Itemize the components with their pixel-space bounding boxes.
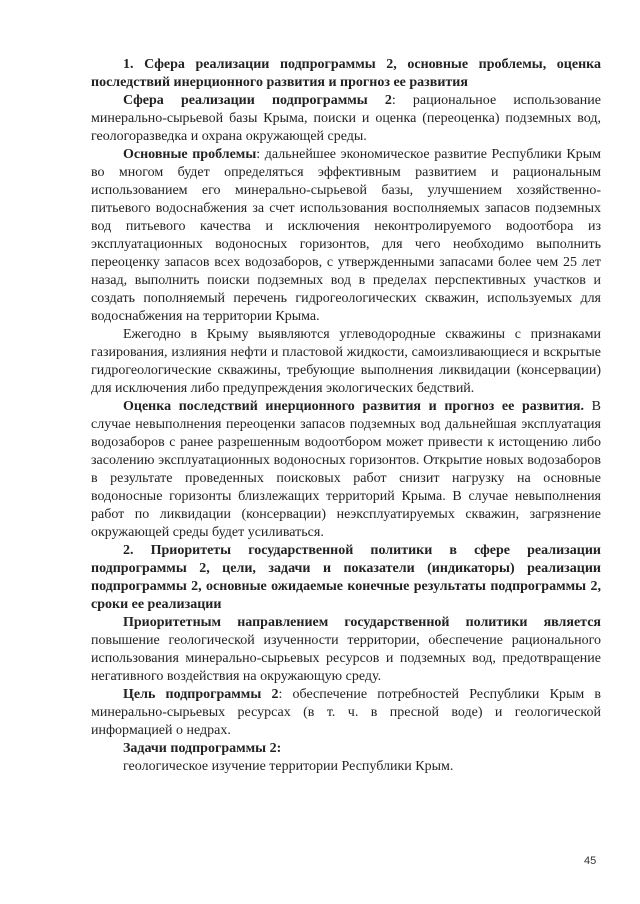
forecast-text: В случае невыполнения переоценки запасов подземных вод дальнейшая эксплуатация водозаборов с ранее разрешенным водоотбором может привести к истощению либо засолению эксплуатационных водоносных горизонтов. Открытие новых водозаборов в результате проведенных поисковых работ снизит нагрузку на основные водоносные горизонты близлежащих территорий Крыма. В случае невыполнения работ по ликвидации (консервации) неэксплуатируемых скважин, загрязнение окружающей среды будет усиливаться. (91, 399, 601, 540)
problems-text: : дальнейшее экономическое развитие Республики Крым во многом будет определяться эффективным развитием и рациональным использованием его минерально-сырьевой базы, улучшением хозяйственно-питьевого водоснабжения за счет использования восполняемых запасов подземных вод питьевого качества и исключения неконтролируемого водоотбора из эксплуатационных водоносных горизонтов, для чего необходимо выполнить переоценку запасов всех водозаборов, с утвержденными запасами более чем 25 лет назад, выполнить поиски подземных вод в пределах перспективных участков и создать пополняемый перечень гидрогеологических скважин, используемых для водоснабжения на территории Крыма. (91, 147, 601, 324)
problems-lead: Основные проблемы (123, 147, 257, 162)
section2-heading: 2. Приоритеты государственной политики в сфере реализации подпрограммы 2, цели, задачи и показатели (индикаторы) реализации подпрограммы 2, основные ожидаемые конечные результаты подпрограммы 2, сроки ее реализации (91, 543, 601, 612)
goal-paragraph (91, 686, 601, 740)
scope-text: : рациональное использование минерально-сырьевой базы Крыма, поиски и оценка (переоценка) подземных вод, геологоразведка и охрана окружающей среды. (91, 93, 601, 144)
forecast-lead: Оценка последствий инерционного развития и прогноз ее развития. (123, 399, 585, 414)
task-item: геологическое изучение территории Республики Крым. (123, 759, 454, 774)
document-page (91, 56, 601, 776)
section1-heading: 1. Сфера реализации подпрограммы 2, основные проблемы, оценка последствий инерционного развития и прогноз ее развития (91, 57, 601, 90)
page-number: 45 (584, 855, 597, 867)
forecast-paragraph (91, 398, 601, 542)
problems-paragraph (91, 146, 601, 326)
tasks-heading: Задачи подпрограммы 2: (123, 741, 282, 756)
priority-text: повышение геологической изученности территории, обеспечение рационального использования минерально-сырьевых ресурсов и подземных вод, предотвращение негативного воздействия на окружающую среду. (91, 633, 601, 684)
priority-lead: Приоритетным направлением государственной политики является (123, 615, 601, 630)
priority-paragraph (91, 614, 601, 686)
scope-lead: Сфера реализации подпрограммы 2 (123, 93, 392, 108)
goal-lead: Цель подпрограммы 2 (123, 687, 279, 702)
scope-paragraph (91, 92, 601, 146)
goal-text: : обеспечение потребностей Республики Крым в минерально-сырьевых ресурсах (в т. ч. в пресной воде) и геологической информацией о недрах. (91, 687, 601, 738)
wells-paragraph: Ежегодно в Крыму выявляются углеводородные скважины с признаками газирования, излияния нефти и пластовой жидкости, самоизливающиеся и вскрытые гидрогеологические скважины, требующие выполнения ликвидации (консервации) для исключения либо предупреждения экологических бедствий. (91, 327, 601, 396)
